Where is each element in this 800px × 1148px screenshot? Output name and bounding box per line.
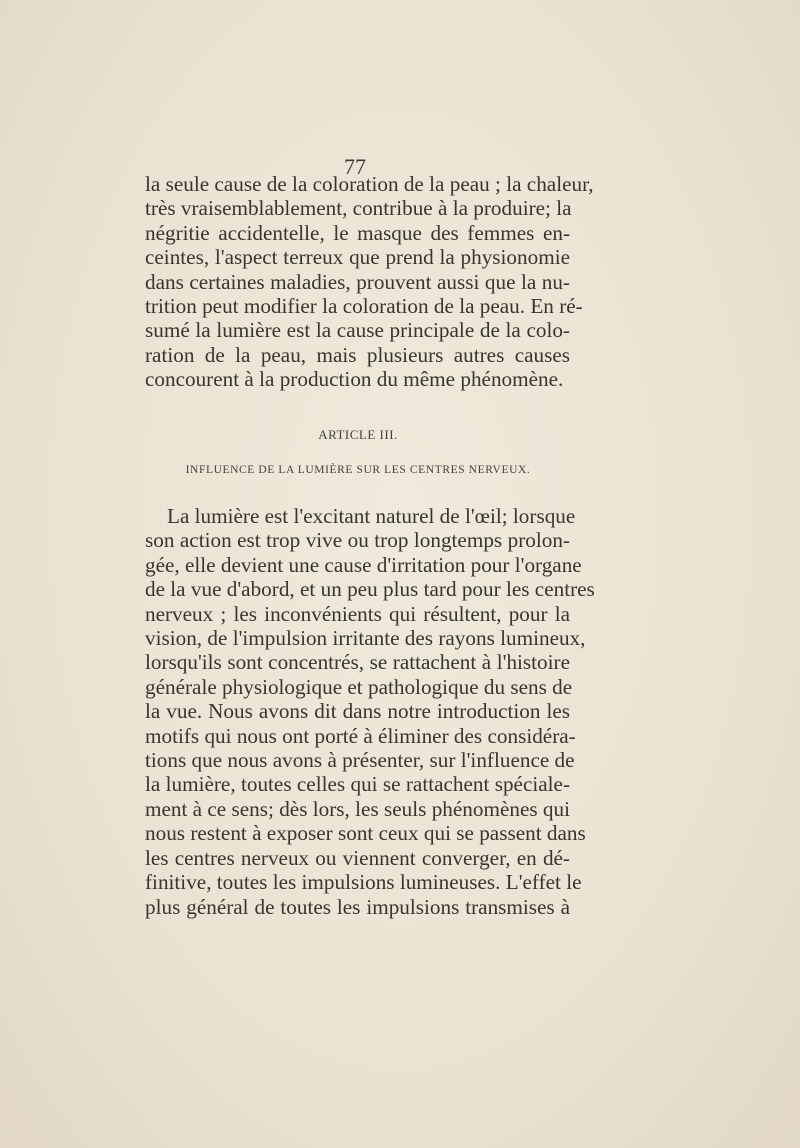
paragraph-2	[145, 504, 595, 919]
text-line: générale physiologique et pathologique du sens de	[145, 674, 573, 699]
text-line: vision, de l'impulsion irritante des rayons lumineux,	[145, 626, 586, 651]
paragraph-1	[145, 172, 594, 392]
section-title: INFLUENCE DE LA LUMIÈRE SUR LES CENTRES NERVEUX.	[185, 464, 531, 476]
text-line: dans certaines maladies, prouvent aussi que la nu-	[145, 269, 570, 294]
text-line: trition peut modifier la coloration de la peau. En ré-	[145, 294, 583, 319]
text-line: motifs qui nous ont porté à éliminer des considéra-	[145, 723, 576, 748]
text-line: plus général de toutes les impulsions transmises à	[145, 894, 570, 919]
text-line: gée, elle devient une cause d'irritation pour l'organe	[145, 552, 582, 577]
text-line: nous restent à exposer sont ceux qui se passent dans	[145, 821, 586, 846]
text-line: de la vue d'abord, et un peu plus tard pour les centres	[145, 577, 595, 602]
text-line: son action est trop vive ou trop longtemps prolon-	[145, 528, 570, 553]
text-line: finitive, toutes les impulsions lumineuses. L'effet le	[145, 870, 582, 895]
text-line: la vue. Nous avons dit dans notre introduction les	[145, 699, 570, 724]
text-line: concourent à la production du même phénomène.	[145, 367, 564, 392]
text-line: sumé la lumière est la cause principale de la colo-	[145, 318, 570, 343]
text-line: ment à ce sens; dès lors, les seuls phénomènes qui	[145, 796, 570, 821]
article-heading: ARTICLE III.	[318, 427, 398, 442]
text-line: la lumière, toutes celles qui se rattachent spéciale-	[145, 772, 570, 797]
page-number: 77	[344, 154, 366, 179]
text-line: La lumière est l'excitant naturel de l'œil; lorsque	[167, 504, 576, 528]
text-line: les centres nerveux ou viennent converger, en dé-	[145, 845, 570, 870]
text-line: négritie accidentelle, le masque des femmes en-	[145, 220, 570, 245]
text-line: très vraisemblablement, contribue à la produire; la	[145, 196, 572, 221]
text-line: lorsqu'ils sont concentrés, se rattachent à l'histoire	[145, 650, 570, 675]
text-line: ration de la peau, mais plusieurs autres causes	[145, 342, 570, 367]
text-line: ceintes, l'aspect terreux que prend la physionomie	[145, 245, 570, 270]
text-line: la seule cause de la coloration de la peau ; la chaleur,	[145, 172, 594, 196]
text-line: tions que nous avons à présenter, sur l'influence de	[145, 748, 575, 773]
text-line: nerveux ; les inconvénients qui résultent, pour la	[145, 601, 570, 626]
